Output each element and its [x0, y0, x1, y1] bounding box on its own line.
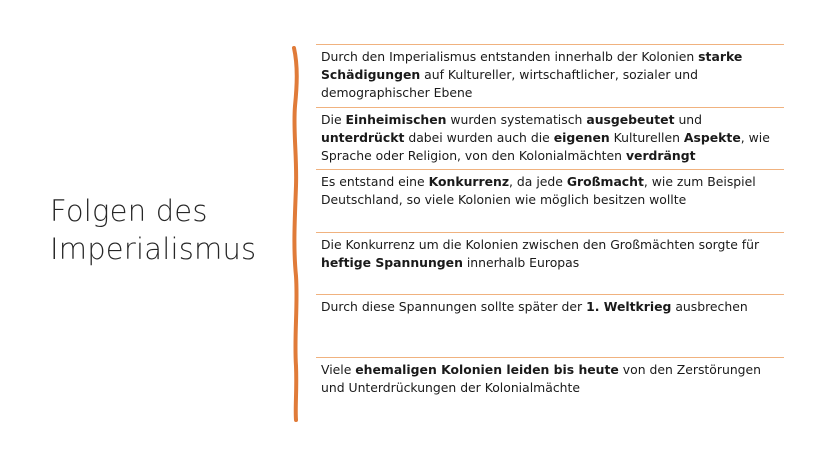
list-item-text: [321, 236, 784, 272]
list-item: [316, 169, 784, 232]
list-item: [316, 107, 784, 170]
text-run: ausbrechen: [671, 299, 748, 314]
list-item-text: [321, 111, 784, 165]
emphasized-text: ehemaligen Kolonien leiden bis heute: [355, 361, 619, 377]
title-line-2: Imperialismus: [50, 232, 257, 266]
emphasized-text: Einheimischen: [345, 111, 447, 127]
emphasized-text: eigenen: [553, 129, 610, 145]
list-item-text: [321, 361, 784, 397]
text-run: , wie Sprache oder Religion, von den Kolonialmächten: [321, 129, 770, 163]
consequence-list: [316, 44, 784, 419]
text-run: Es entstand eine: [321, 174, 429, 189]
slide-title: [50, 192, 280, 268]
text-run: Kulturellen: [609, 129, 684, 145]
text-run: Die: [321, 111, 346, 127]
emphasized-text: unterdrückt: [321, 129, 405, 145]
text-run: von den Zerstörungen und Unterdrückungen der Kolonialmächte: [321, 361, 762, 395]
emphasized-text: heftige Spannungen: [321, 254, 463, 270]
emphasized-text: 1. Weltkrieg: [586, 299, 672, 314]
text-run: innerhalb Europas: [462, 254, 580, 270]
title-line-1: Folgen des: [50, 194, 208, 228]
list-item: [316, 294, 784, 357]
list-item: [316, 44, 784, 107]
emphasized-text: Aspekte: [683, 129, 741, 145]
emphasized-text: verdrängt: [625, 147, 696, 163]
emphasized-text: ausgebeutet: [586, 111, 675, 127]
emphasized-text: Großmacht: [566, 174, 644, 189]
list-item: [316, 357, 784, 420]
emphasized-text: Konkurrenz: [428, 174, 510, 189]
text-run: Viele: [321, 361, 356, 377]
text-run: , da jede: [509, 174, 567, 189]
vertical-divider-line: [284, 46, 306, 422]
list-item-text: [321, 48, 784, 102]
list-item-text: [321, 298, 784, 316]
text-run: Die Konkurrenz um die Kolonien zwischen den Großmächten sorgte für: [321, 236, 760, 252]
text-run: und: [674, 111, 703, 127]
text-run: Durch diese Spannungen sollte später der: [321, 299, 587, 314]
list-item: [316, 232, 784, 295]
list-item-text: [321, 173, 784, 209]
text-run: dabei wurden auch die: [404, 129, 554, 145]
text-run: , wie zum Beispiel Deutschland, so viele Kolonien wie möglich besitzen wollte: [321, 174, 756, 207]
emphasized-text: starke Schädigungen: [321, 49, 743, 82]
text-run: wurden systematisch: [446, 111, 587, 127]
text-run: Durch den Imperialismus entstanden innerhalb der Kolonien: [321, 49, 699, 64]
text-run: auf Kultureller, wirtschaftlicher, sozialer und demographischer Ebene: [321, 67, 698, 100]
